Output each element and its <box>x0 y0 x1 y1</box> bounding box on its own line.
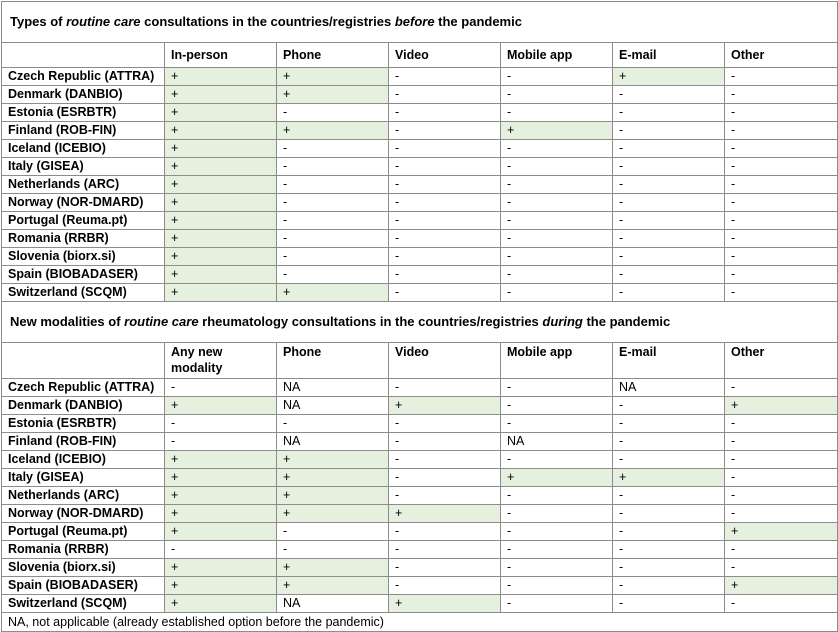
table-cell: - <box>501 194 613 212</box>
table-cell: - <box>725 194 838 212</box>
section1-header-blank <box>2 43 165 68</box>
table-cell: - <box>277 266 389 284</box>
table-cell: - <box>501 559 613 577</box>
table-cell: - <box>389 176 501 194</box>
table-cell: - <box>501 104 613 122</box>
table-cell: - <box>725 104 838 122</box>
table-cell: + <box>165 212 277 230</box>
table-cell: + <box>277 559 389 577</box>
table-cell: - <box>389 451 501 469</box>
table-cell: + <box>165 140 277 158</box>
table-row <box>2 122 838 140</box>
table-cell: - <box>501 230 613 248</box>
registry-name: Iceland (ICEBIO) <box>2 140 165 158</box>
table-cell: - <box>389 487 501 505</box>
table-cell: - <box>389 230 501 248</box>
table-cell: - <box>725 248 838 266</box>
table-cell: - <box>725 140 838 158</box>
table-cell: - <box>725 433 838 451</box>
table-row <box>2 68 838 86</box>
registry-name: Switzerland (SCQM) <box>2 284 165 302</box>
registry-name: Denmark (DANBIO) <box>2 397 165 415</box>
table-cell: + <box>277 86 389 104</box>
section2-col-header: Other <box>725 343 838 379</box>
table-cell: - <box>277 230 389 248</box>
table-row <box>2 451 838 469</box>
table-cell: + <box>165 104 277 122</box>
table-cell: - <box>277 248 389 266</box>
table-cell: - <box>725 415 838 433</box>
table-cell: + <box>613 469 725 487</box>
table-cell: - <box>725 595 838 613</box>
section2-col-header: Any new modality <box>165 343 277 379</box>
table-cell: - <box>389 68 501 86</box>
table-cell: - <box>613 541 725 559</box>
table-cell: - <box>501 541 613 559</box>
table-row <box>2 284 838 302</box>
table-cell: + <box>165 451 277 469</box>
table-cell: + <box>501 469 613 487</box>
table-cell: + <box>277 122 389 140</box>
table-cell: - <box>389 140 501 158</box>
table-cell: - <box>277 104 389 122</box>
table-cell: - <box>389 212 501 230</box>
registry-name: Netherlands (ARC) <box>2 176 165 194</box>
registry-name: Switzerland (SCQM) <box>2 595 165 613</box>
section1-col-header: Other <box>725 43 838 68</box>
registry-name: Netherlands (ARC) <box>2 487 165 505</box>
table-row <box>2 379 838 397</box>
table-cell: NA <box>501 433 613 451</box>
table-cell: NA <box>277 379 389 397</box>
registry-name: Czech Republic (ATTRA) <box>2 68 165 86</box>
registry-name: Romania (RRBR) <box>2 541 165 559</box>
table-cell: + <box>165 577 277 595</box>
table-cell: + <box>725 577 838 595</box>
table-cell: + <box>725 523 838 541</box>
consultation-table <box>1 1 838 632</box>
table-cell: + <box>277 284 389 302</box>
registry-name: Czech Republic (ATTRA) <box>2 379 165 397</box>
table-cell: + <box>165 248 277 266</box>
table-cell: - <box>389 248 501 266</box>
table-row <box>2 595 838 613</box>
table-row <box>2 140 838 158</box>
table-row <box>2 397 838 415</box>
table-cell: + <box>165 86 277 104</box>
table-cell: - <box>389 415 501 433</box>
table-cell: - <box>613 577 725 595</box>
table-cell: + <box>165 68 277 86</box>
section1-col-header: Video <box>389 43 501 68</box>
table-row <box>2 469 838 487</box>
table-cell: NA <box>277 433 389 451</box>
table-cell: - <box>165 433 277 451</box>
table-cell: - <box>725 86 838 104</box>
table-cell: - <box>613 158 725 176</box>
table-cell: - <box>501 176 613 194</box>
table-cell: - <box>725 451 838 469</box>
table-cell: - <box>613 176 725 194</box>
table-cell: + <box>389 595 501 613</box>
table-cell: NA <box>613 379 725 397</box>
table-cell: + <box>165 230 277 248</box>
section2-header-blank <box>2 343 165 379</box>
table-cell: - <box>613 86 725 104</box>
registry-name: Norway (NOR-DMARD) <box>2 505 165 523</box>
table-row <box>2 230 838 248</box>
table-cell: - <box>725 559 838 577</box>
registry-name: Estonia (ESRBTR) <box>2 415 165 433</box>
footnote-row <box>2 613 838 632</box>
table-row <box>2 559 838 577</box>
table-cell: + <box>389 505 501 523</box>
table-cell: - <box>501 68 613 86</box>
table-cell: - <box>389 559 501 577</box>
table-cell: - <box>613 284 725 302</box>
table-cell: - <box>613 212 725 230</box>
registry-name: Finland (ROB-FIN) <box>2 122 165 140</box>
table-cell: - <box>725 379 838 397</box>
table-cell: - <box>613 104 725 122</box>
table-cell: - <box>165 379 277 397</box>
table-cell: - <box>389 379 501 397</box>
registry-name: Italy (GISEA) <box>2 158 165 176</box>
table-cell: - <box>725 176 838 194</box>
section1-col-header: In-person <box>165 43 277 68</box>
table-cell: + <box>613 68 725 86</box>
table-cell: + <box>165 397 277 415</box>
table-cell: + <box>165 559 277 577</box>
table-cell: - <box>277 415 389 433</box>
table-cell: + <box>165 284 277 302</box>
table-cell: - <box>613 595 725 613</box>
table-cell: - <box>613 248 725 266</box>
table-row <box>2 248 838 266</box>
table-cell: - <box>501 397 613 415</box>
registry-name: Spain (BIOBADASER) <box>2 266 165 284</box>
table-cell: NA <box>277 595 389 613</box>
table-cell: + <box>277 68 389 86</box>
table-cell: - <box>277 523 389 541</box>
table-cell: - <box>501 451 613 469</box>
section2-col-header: Video <box>389 343 501 379</box>
table-cell: - <box>725 266 838 284</box>
registry-name: Italy (GISEA) <box>2 469 165 487</box>
table-cell: + <box>165 595 277 613</box>
registry-name: Estonia (ESRBTR) <box>2 104 165 122</box>
table-cell: - <box>501 415 613 433</box>
registry-name: Portugal (Reuma.pt) <box>2 212 165 230</box>
table-cell: - <box>389 541 501 559</box>
table-cell: - <box>277 140 389 158</box>
table-cell: - <box>501 505 613 523</box>
table-cell: - <box>725 212 838 230</box>
section1-col-header: Mobile app <box>501 43 613 68</box>
table-cell: - <box>501 487 613 505</box>
table-cell: - <box>389 158 501 176</box>
table-cell: + <box>725 397 838 415</box>
table-row <box>2 541 838 559</box>
table-cell: + <box>501 122 613 140</box>
table-row <box>2 266 838 284</box>
table-cell: - <box>501 158 613 176</box>
table-cell: - <box>613 230 725 248</box>
table-row <box>2 158 838 176</box>
table-cell: - <box>501 284 613 302</box>
table-cell: - <box>501 523 613 541</box>
registry-name: Slovenia (biorx.si) <box>2 248 165 266</box>
table-cell: - <box>725 284 838 302</box>
table-cell: - <box>725 541 838 559</box>
table-row <box>2 176 838 194</box>
table-cell: - <box>613 122 725 140</box>
table-row <box>2 415 838 433</box>
table-cell: - <box>389 469 501 487</box>
registry-name: Finland (ROB-FIN) <box>2 433 165 451</box>
table-cell: - <box>389 284 501 302</box>
table-cell: - <box>725 487 838 505</box>
table-row <box>2 194 838 212</box>
table-cell: + <box>277 487 389 505</box>
table-cell: + <box>277 577 389 595</box>
section2-col-header: E-mail <box>613 343 725 379</box>
table-cell: + <box>277 451 389 469</box>
table-row <box>2 505 838 523</box>
section1-title: Types of routine care consultations in the countries/registries before the pandemic <box>2 2 838 43</box>
table-cell: + <box>165 158 277 176</box>
table-cell: - <box>389 577 501 595</box>
table-cell: NA <box>277 397 389 415</box>
table-cell: - <box>277 158 389 176</box>
table-cell: - <box>389 122 501 140</box>
table-cell: - <box>501 86 613 104</box>
table-cell: - <box>613 559 725 577</box>
section2-col-header: Mobile app <box>501 343 613 379</box>
table-cell: - <box>613 487 725 505</box>
table-cell: - <box>613 397 725 415</box>
registry-name: Slovenia (biorx.si) <box>2 559 165 577</box>
consultation-table-container <box>1 1 837 632</box>
table-cell: + <box>165 487 277 505</box>
table-cell: + <box>165 122 277 140</box>
section1-title-row <box>2 2 838 43</box>
section2-col-header: Phone <box>277 343 389 379</box>
section2-header-row <box>2 343 838 379</box>
table-cell: - <box>165 541 277 559</box>
table-cell: - <box>389 86 501 104</box>
section2-title-row <box>2 302 838 343</box>
table-cell: - <box>613 140 725 158</box>
table-cell: + <box>165 266 277 284</box>
table-row <box>2 433 838 451</box>
table-cell: - <box>501 266 613 284</box>
footnote: NA, not applicable (already established option before the pandemic) <box>2 613 838 632</box>
table-cell: - <box>277 194 389 212</box>
registry-name: Romania (RRBR) <box>2 230 165 248</box>
registry-name: Spain (BIOBADASER) <box>2 577 165 595</box>
table-cell: - <box>501 140 613 158</box>
table-cell: - <box>613 523 725 541</box>
section2-title: New modalities of routine care rheumatology consultations in the countries/registries during the pandemic <box>2 302 838 343</box>
table-cell: - <box>725 469 838 487</box>
table-cell: + <box>389 397 501 415</box>
table-cell: - <box>725 158 838 176</box>
table-cell: + <box>165 176 277 194</box>
registry-name: Portugal (Reuma.pt) <box>2 523 165 541</box>
table-row <box>2 523 838 541</box>
table-cell: - <box>613 433 725 451</box>
table-cell: - <box>725 230 838 248</box>
table-cell: + <box>277 469 389 487</box>
table-cell: - <box>277 212 389 230</box>
table-cell: - <box>725 122 838 140</box>
table-cell: - <box>501 379 613 397</box>
table-cell: + <box>277 505 389 523</box>
table-cell: - <box>501 577 613 595</box>
table-cell: + <box>165 194 277 212</box>
section1-col-header: E-mail <box>613 43 725 68</box>
registry-name: Norway (NOR-DMARD) <box>2 194 165 212</box>
section1-col-header: Phone <box>277 43 389 68</box>
table-cell: - <box>613 194 725 212</box>
table-cell: - <box>165 415 277 433</box>
table-cell: - <box>277 176 389 194</box>
table-cell: - <box>613 505 725 523</box>
table-cell: - <box>501 595 613 613</box>
table-cell: - <box>725 505 838 523</box>
table-cell: - <box>277 541 389 559</box>
table-cell: - <box>613 266 725 284</box>
table-cell: - <box>613 451 725 469</box>
table-cell: + <box>165 523 277 541</box>
table-cell: - <box>613 415 725 433</box>
table-cell: - <box>389 104 501 122</box>
registry-name: Iceland (ICEBIO) <box>2 451 165 469</box>
table-cell: - <box>501 248 613 266</box>
registry-name: Denmark (DANBIO) <box>2 86 165 104</box>
table-cell: - <box>389 433 501 451</box>
table-cell: + <box>165 469 277 487</box>
table-cell: - <box>389 523 501 541</box>
table-row <box>2 487 838 505</box>
table-row <box>2 86 838 104</box>
table-row <box>2 577 838 595</box>
table-cell: - <box>725 68 838 86</box>
table-row <box>2 212 838 230</box>
section1-header-row <box>2 43 838 68</box>
table-cell: + <box>165 505 277 523</box>
table-cell: - <box>389 266 501 284</box>
table-cell: - <box>501 212 613 230</box>
table-row <box>2 104 838 122</box>
table-cell: - <box>389 194 501 212</box>
